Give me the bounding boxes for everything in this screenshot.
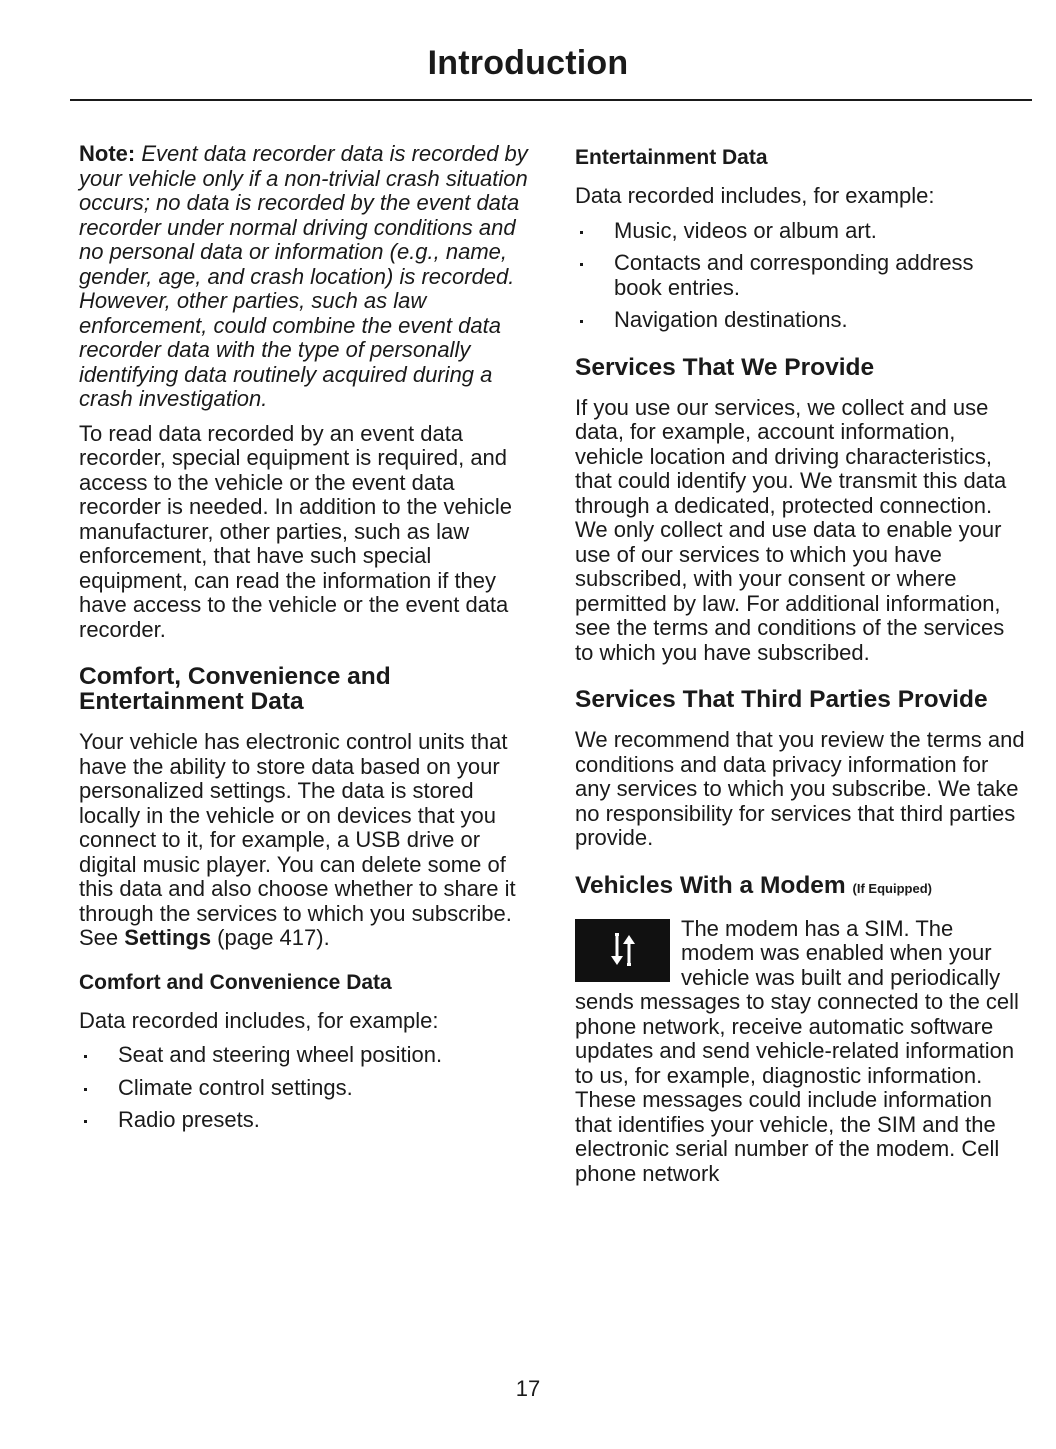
if-equipped-label: (If Equipped) — [852, 880, 932, 896]
heading-modem-text: Vehicles With a Modem — [575, 871, 846, 899]
ecu-text: Your vehicle has electronic control units that have the ability to store data based on your personalized settings. The data is stored locally in the vehicle or on devices that you connect to it, for example, a USB drive or digital music player. You can delete some of this data and also choose whether to share it through the services to which you subscribe. See — [79, 729, 516, 950]
heading-entertainment-data: Entertainment Data — [575, 146, 768, 169]
entertainment-data-intro: Data recorded includes, for example: — [575, 183, 935, 208]
list-item: Music, videos or album art. — [575, 219, 1027, 244]
list-item: Contacts and corresponding address book entries. — [575, 251, 1027, 300]
comfort-data-list — [79, 1043, 531, 1133]
title-divider — [70, 99, 1032, 101]
list-item: Seat and steering wheel position. — [79, 1043, 531, 1068]
list-item: Climate control settings. — [79, 1076, 531, 1101]
heading-services-we-provide: Services That We Provide — [575, 353, 875, 381]
ecu-page-ref: (page 417). — [211, 925, 330, 950]
ecu-paragraph — [79, 730, 531, 951]
heading-third-party-services: Services That Third Parties Provide — [575, 686, 988, 713]
comfort-data-intro: Data recorded includes, for example: — [79, 1007, 439, 1033]
note-paragraph — [79, 142, 531, 412]
services-we-provide-paragraph: If you use our services, we collect and use data, for example, account information, vehicle location and driving characteristics, that could identify you. We transmit this data through a dedicated, protected connection. We only collect and use data to enable your use of our services to which you have subscribed, with your consent or where permitted by law. For additional information, see the terms and conditions of the services to which you have subscribed. — [575, 394, 1007, 665]
note-text: Event data recorder data is recorded by your vehicle only if a non-trivial crash situation occurs; no data is recorded by the event data recorder under normal driving conditions and no personal data or information (e.g., name, gender, age, and crash location) is recorded. However, other parties, such as law enforcement, could combine the event data recorder data with the type of personally identifying data routinely acquired during a crash investigation. — [79, 141, 528, 411]
modem-paragraph: The modem has a SIM. The modem was enabled when your vehicle was built and periodically sends messages to stay connected to the cell phone network, receive automatic software updates and send vehicle-related information to us, for example, diagnostic information. These messages could include information that identifies your vehicle, the SIM and the electronic serial number of the modem. Cell phone network — [575, 915, 1019, 1186]
heading-modem — [575, 873, 1027, 901]
page-number: 17 — [515, 1376, 541, 1401]
note-label: Note: — [79, 141, 136, 166]
modem-section — [575, 917, 1027, 1187]
heading-comfort-convenience: Comfort and Convenience Data — [79, 970, 392, 994]
page-title: Introduction — [427, 44, 629, 82]
left-column — [79, 142, 531, 1143]
entertainment-data-list — [575, 219, 1027, 333]
right-column — [575, 142, 1027, 1196]
up-down-arrows-icon — [575, 919, 670, 982]
list-item: Navigation destinations. — [575, 308, 1027, 333]
list-item: Radio presets. — [79, 1108, 531, 1133]
heading-comfort-entertainment: Comfort, Convenience and Entertainment Data — [79, 663, 391, 715]
settings-link[interactable]: Settings — [124, 925, 212, 950]
read-data-paragraph: To read data recorded by an event data recorder, special equipment is required, and access to the vehicle or the event data recorder is needed. In addition to the vehicle manufacturer, other parties, such as law enforcement, that have such special equipment, can read the information if they have access to the vehicle or the event data recorder. — [79, 420, 512, 642]
third-party-services-paragraph: We recommend that you review the terms and conditions and data privacy information for any services to which you subscribe. We take no responsibility for services that third parties provide. — [575, 727, 1025, 850]
